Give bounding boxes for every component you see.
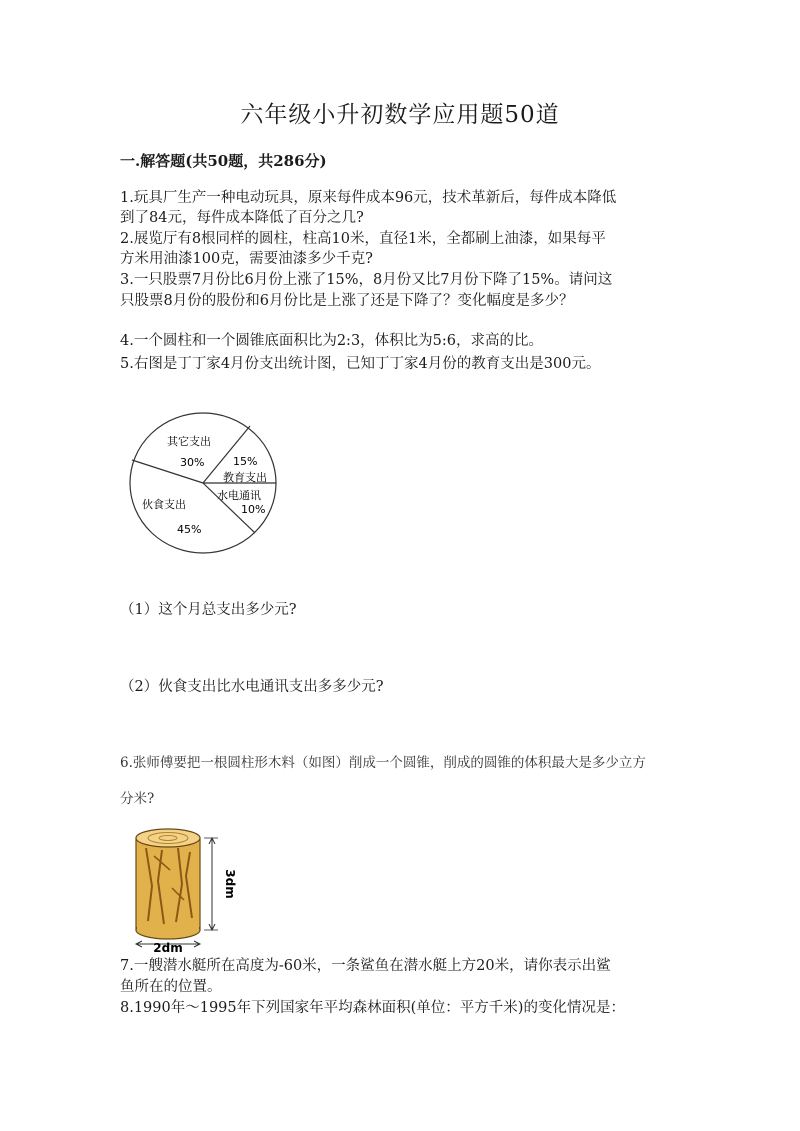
question-3-line-1: 3.一只股票7月份比6月份上涨了15%，8月份又比7月份下降了15%。请问这 bbox=[120, 272, 613, 288]
question-4: 4.一个圆柱和一个圆锥底面积比为2:3，体积比为5:6，求高的比。 bbox=[120, 333, 544, 349]
pie-label-food: 伙食支出 bbox=[142, 498, 186, 511]
page-title: 六年级小升初数学应用题50道 bbox=[240, 102, 560, 128]
question-1-line-2: 到了84元，每件成本降低了百分之几? bbox=[120, 210, 364, 226]
expense-pie-chart bbox=[120, 410, 290, 560]
log-width-label: 2dm bbox=[153, 941, 183, 955]
pie-percent-other: 30% bbox=[180, 456, 205, 469]
pie-percent-food: 45% bbox=[177, 523, 202, 536]
log-height-label: 3dm bbox=[223, 869, 237, 899]
question-2-line-1: 2.展览厅有8根同样的圆柱，柱高10米，直径1米，全都刷上油漆，如果每平 bbox=[120, 231, 606, 247]
question-6-line-1: 6.张师傅要把一根圆柱形木料（如图）削成一个圆锥，削成的圆锥的体积最大是多少立方 bbox=[120, 755, 646, 771]
question-5-sub-2: （2）伙食支出比水电通讯支出多多少元? bbox=[120, 679, 384, 695]
pie-label-utilities: 水电通讯 bbox=[217, 489, 261, 502]
pie-percent-utilities: 10% bbox=[241, 503, 266, 516]
question-5: 5.右图是丁丁家4月份支出统计图，已知丁丁家4月份的教育支出是300元。 bbox=[120, 356, 601, 372]
question-2-line-2: 方米用油漆100克，需要油漆多少千克? bbox=[120, 251, 373, 267]
question-5-sub-1: （1）这个月总支出多少元? bbox=[120, 602, 297, 618]
section-heading: 一.解答题(共50题，共286分) bbox=[120, 152, 327, 170]
question-8: 8.1990年～1995年下列国家年平均森林面积(单位：平方千米)的变化情况是： bbox=[120, 1000, 625, 1016]
wooden-log-figure bbox=[128, 826, 238, 956]
pie-percent-education: 15% bbox=[233, 455, 258, 468]
question-3-line-2: 只股票8月份的股份和6月份比是上涨了还是下降了？变化幅度是多少？ bbox=[120, 293, 574, 309]
question-7-line-2: 鱼所在的位置。 bbox=[120, 979, 222, 995]
question-1-line-1: 1.玩具厂生产一种电动玩具，原来每件成本96元，技术革新后，每件成本降低 bbox=[120, 190, 617, 206]
pie-label-education: 教育支出 bbox=[223, 471, 267, 484]
question-6-line-2: 分米? bbox=[120, 791, 155, 807]
question-7-line-1: 7.一艘潜水艇所在高度为-60米，一条鲨鱼在潜水艇上方20米，请你表示出鲨 bbox=[120, 958, 611, 974]
pie-label-other: 其它支出 bbox=[167, 435, 211, 448]
